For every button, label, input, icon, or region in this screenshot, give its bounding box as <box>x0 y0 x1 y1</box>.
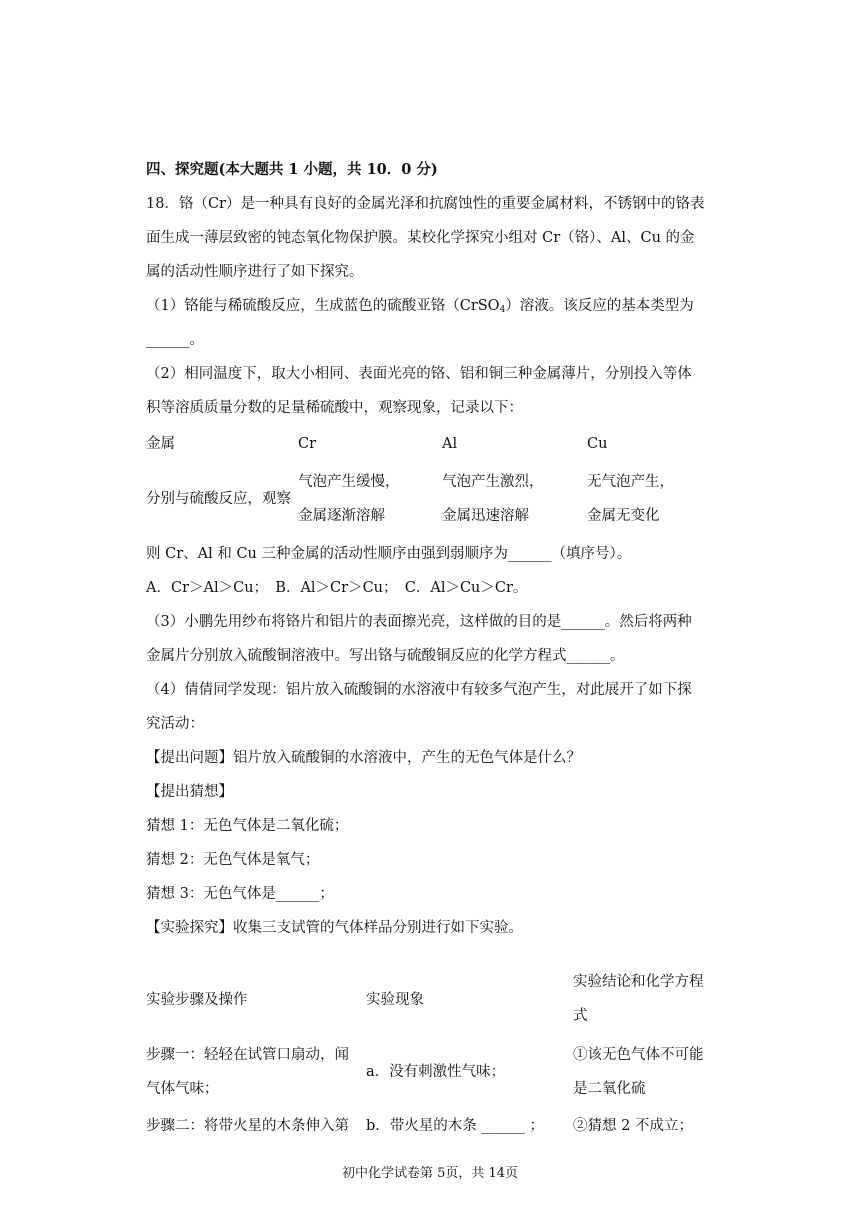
hypothesis-title: 【提出猜想】 <box>146 784 233 800</box>
part3-line-2: 金属片分别放入硫酸铜溶液中。写出铬与硫酸铜反应的化学方程式______。 <box>146 648 625 664</box>
step2-phenomenon: b．带火星的木条 ______ ； <box>366 1118 544 1134</box>
part1-line-1 <box>146 296 694 320</box>
table1-cu-line-2: 金属无变化 <box>587 508 660 524</box>
table2-header-phenomena: 实验现象 <box>366 992 424 1008</box>
step2-line-1: 步骤二：将带火星的木条伸入第 <box>146 1118 349 1134</box>
part2-line-1: （2）相同温度下，取大小相同、表面光亮的铬、铝和铜三种金属薄片，分别投入等体 <box>146 366 692 382</box>
table1-al-line-2: 金属迅速溶解 <box>442 508 529 524</box>
part3-line-1: （3）小鹏先用纱布将铬片和铝片的表面擦光亮，这样做的目的是______。然后将两种 <box>146 614 692 630</box>
table2-header-conclusion-line-1: 实验结论和化学方程 <box>573 974 704 990</box>
step1-line-2: 气体气味； <box>146 1081 219 1097</box>
part1-line-2: ______。 <box>146 332 204 348</box>
table1-cr-line-1: 气泡产生缓慢， <box>298 474 400 490</box>
part1-subscript: 4 <box>499 305 506 315</box>
part2-line-2: 积等溶质质量分数的足量稀硫酸中，观察现象，记录以下： <box>146 400 523 416</box>
hypothesis-2: 猜想 2：无色气体是氧气； <box>146 852 320 868</box>
step1-line-1: 步骤一：轻轻在试管口扇动，闻 <box>146 1047 349 1063</box>
section-heading: 四、探究题(本大题共 1 小题，共 10．0 分) <box>146 161 438 178</box>
part1-text-a: （1）铬能与稀硫酸反应，生成蓝色的硫酸亚铬（CrSO <box>146 298 500 314</box>
part4-line-1: （4）倩倩同学发现：铝片放入硫酸铜的水溶液中有较多气泡产生，对此展开了如下探 <box>146 682 692 698</box>
order-question: 则 Cr、Al 和 Cu 三种金属的活动性顺序由强到弱顺序为______（填序号）。 <box>146 546 632 562</box>
table1-header-cr: Cr <box>298 436 317 452</box>
hypothesis-3: 猜想 3：无色气体是______； <box>146 886 334 902</box>
table1-row-label: 分别与硫酸反应，观察 <box>146 491 291 507</box>
table1-al-line-1: 气泡产生激烈， <box>442 474 544 490</box>
table1-header-metal: 金属 <box>146 436 175 452</box>
raise-question: 【提出问题】铝片放入硫酸铜的水溶液中，产生的无色气体是什么？ <box>146 750 581 766</box>
table2-header-steps: 实验步骤及操作 <box>146 992 248 1008</box>
step2-conclusion: ②猜想 2 不成立； <box>573 1118 693 1134</box>
table1-cu-line-1: 无气泡产生， <box>587 474 674 490</box>
answer-options: A．Cr＞Al＞Cu； B．Al＞Cr＞Cu； C．Al＞Cu＞Cr。 <box>146 580 528 596</box>
step1-conclusion-line-1: ①该无色气体不可能 <box>573 1047 704 1063</box>
table2-header-conclusion-line-2: 式 <box>573 1008 588 1024</box>
table1-header-cu: Cu <box>587 436 608 452</box>
step1-phenomenon: a．没有刺激性气味； <box>366 1064 506 1080</box>
question-intro-line-3: 属的活动性顺序进行了如下探究。 <box>146 264 364 280</box>
part4-line-2: 究活动： <box>146 716 204 732</box>
step1-conclusion-line-2: 是二氧化硫 <box>573 1081 646 1097</box>
question-intro-line-2: 面生成一薄层致密的钝态氧化物保护膜。某校化学探究小组对 Cr（铬）、Al、Cu 的金 <box>146 230 695 246</box>
page-footer: 初中化学试卷第 5页，共 14页 <box>341 1166 519 1181</box>
hypothesis-1: 猜想 1：无色气体是二氧化硫； <box>146 818 349 834</box>
experiment-intro: 【实验探究】收集三支试管的气体样品分别进行如下实验。 <box>146 920 523 936</box>
table1-cr-line-2: 金属逐渐溶解 <box>298 508 385 524</box>
table1-header-al: Al <box>442 436 458 452</box>
question-intro-line-1: 18．铬（Cr）是一种具有良好的金属光泽和抗腐蚀性的重要金属材料，不锈钢中的铬表 <box>146 196 705 212</box>
part1-text-b: ）溶液。该反应的基本类型为 <box>505 298 694 314</box>
